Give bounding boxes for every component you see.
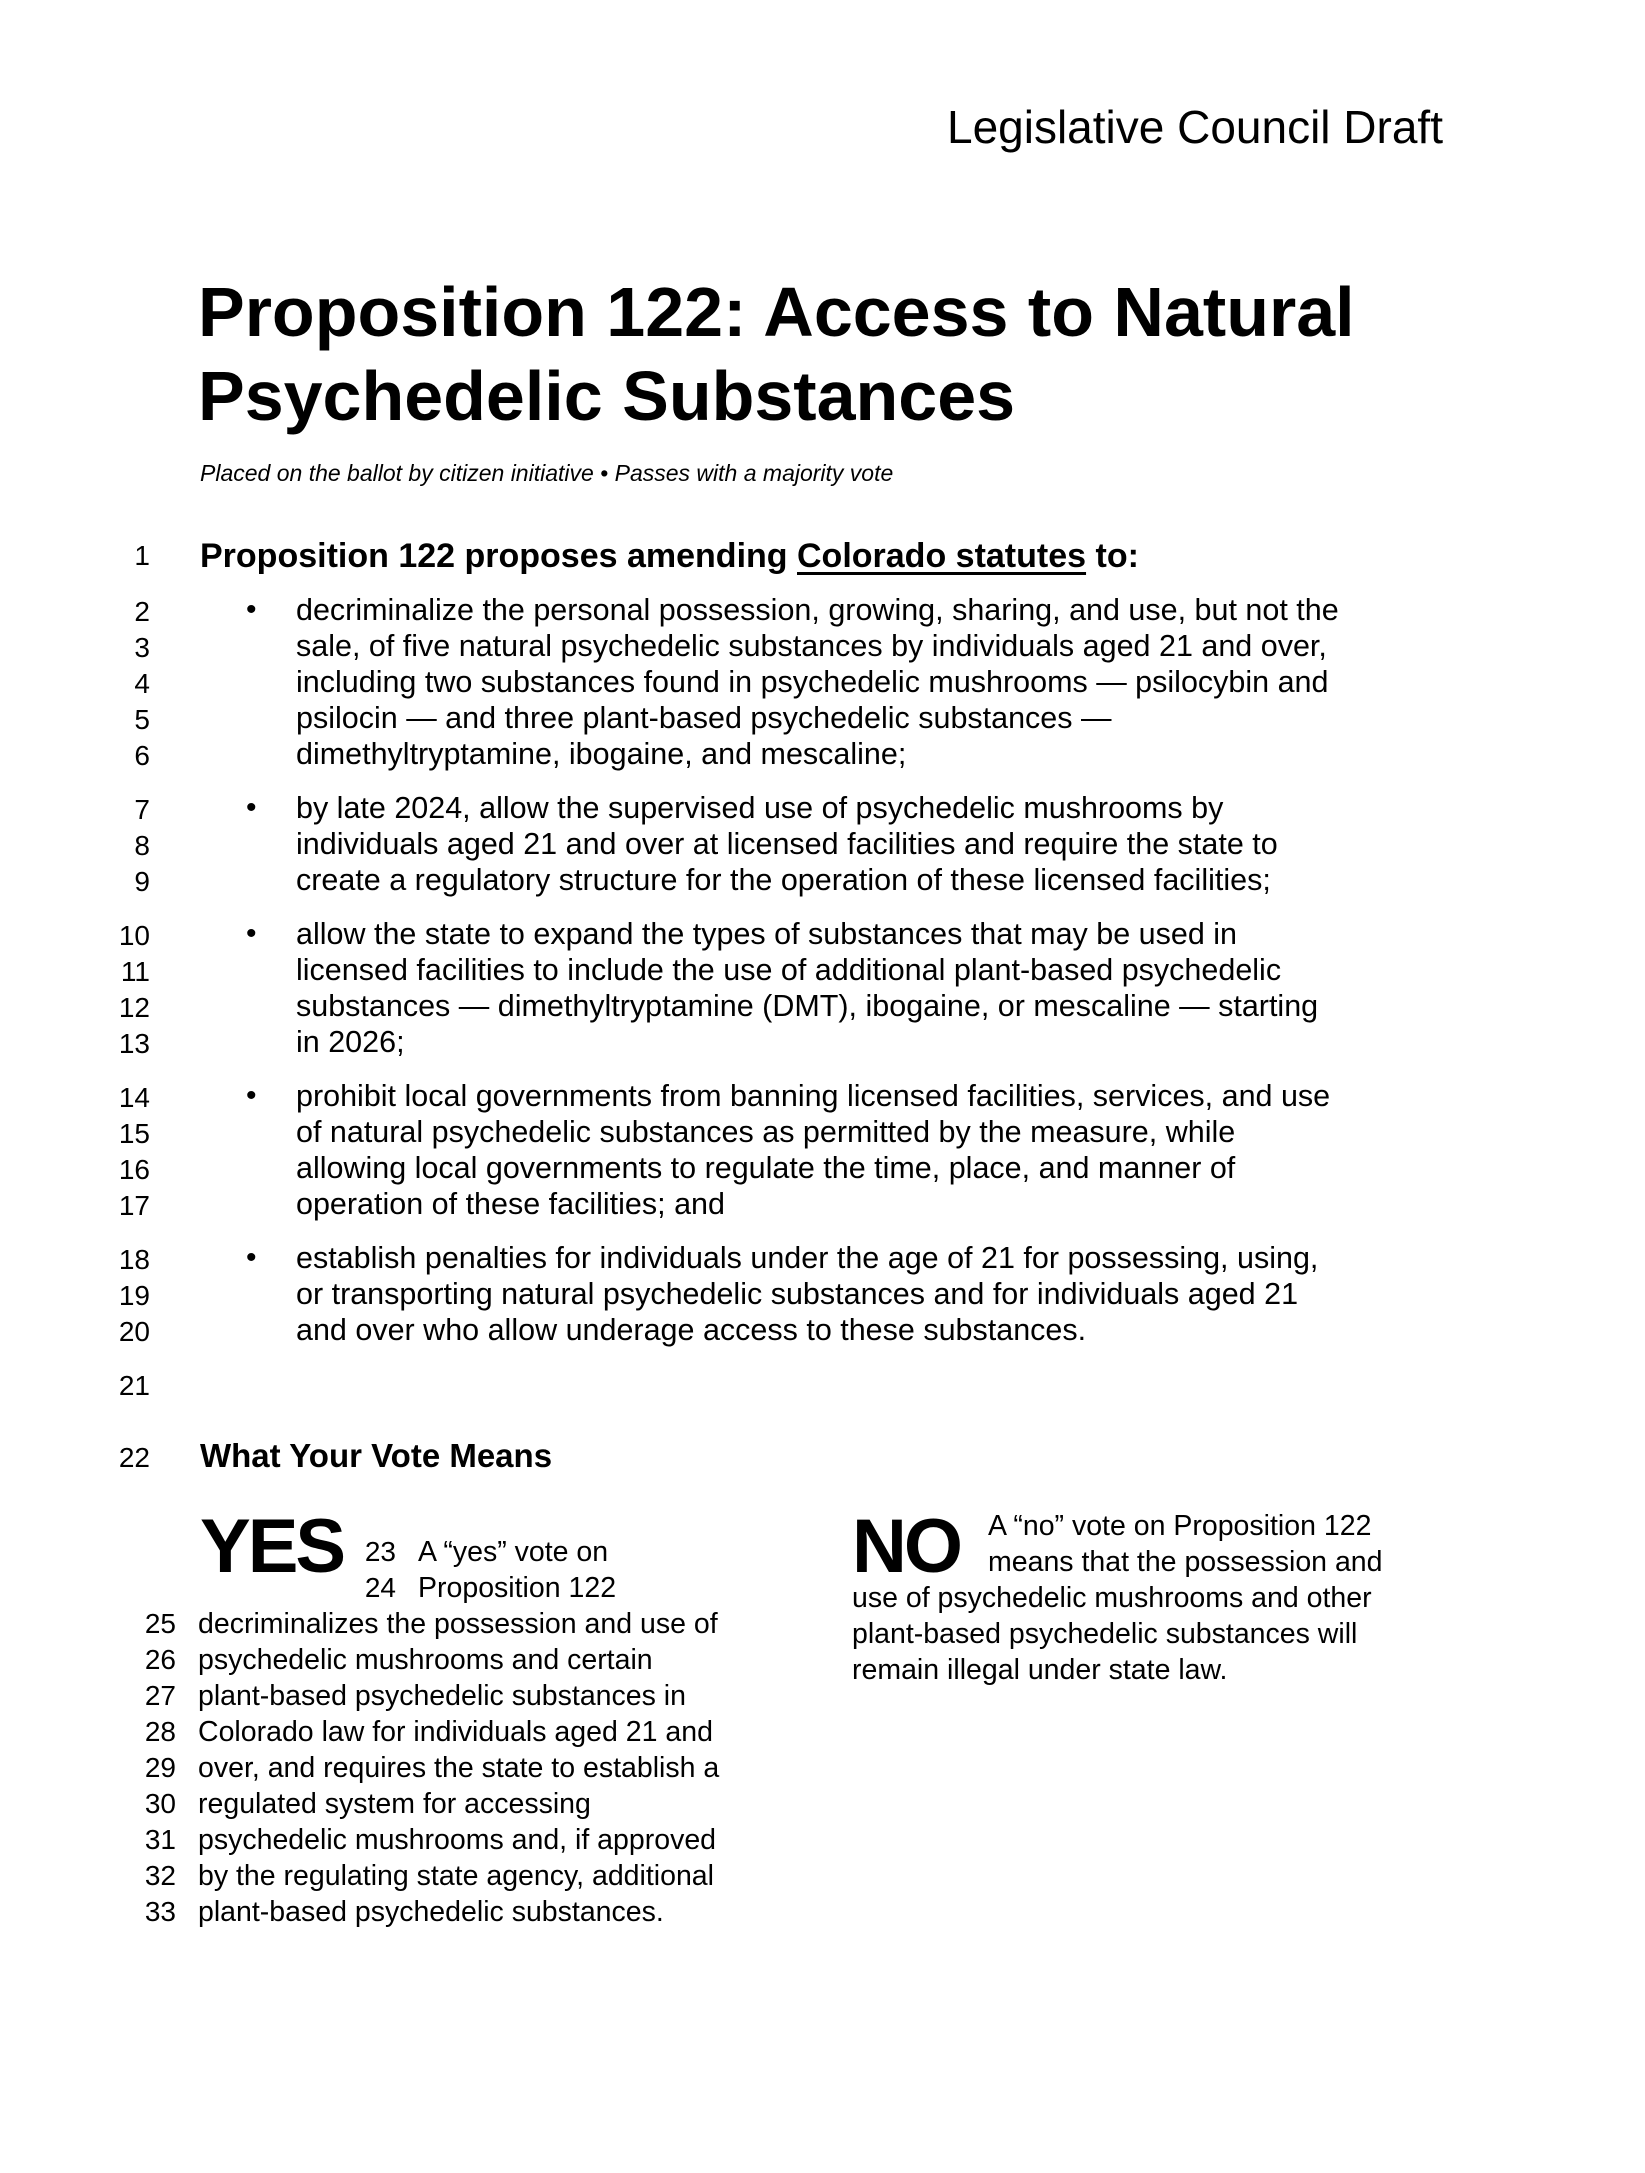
line-number: 18 bbox=[118, 1244, 150, 1275]
line-number: 12 bbox=[118, 992, 150, 1023]
line-number: 30 bbox=[144, 1788, 176, 1819]
line-number: 25 bbox=[144, 1608, 176, 1639]
bullet-line: operation of these facilities; and bbox=[296, 1187, 725, 1221]
title-line-2: Psychedelic Substances bbox=[198, 357, 1016, 435]
bullet-line: decriminalize the personal possession, growing, sharing, and use, but not the bbox=[296, 593, 1339, 627]
bullet-line: dimethyltryptamine, ibogaine, and mescaline; bbox=[296, 737, 907, 771]
lead-prefix: Proposition 122 proposes amending bbox=[200, 537, 797, 575]
line-number: 15 bbox=[118, 1118, 150, 1149]
bullet-line: or transporting natural psychedelic substances and for individuals aged 21 bbox=[296, 1277, 1299, 1311]
bullet-line: establish penalties for individuals under the age of 21 for possessing, using, bbox=[296, 1241, 1319, 1275]
no-line: use of psychedelic mushrooms and other bbox=[852, 1582, 1372, 1614]
bullet-line: including two substances found in psychedelic mushrooms — psilocybin and bbox=[296, 665, 1329, 699]
line-number: 26 bbox=[144, 1644, 176, 1675]
line-number: 17 bbox=[118, 1190, 150, 1221]
line-number: 4 bbox=[134, 668, 150, 699]
line-number: 3 bbox=[134, 632, 150, 663]
title-line-1: Proposition 122: Access to Natural bbox=[198, 273, 1355, 351]
bullet-dot-icon: • bbox=[246, 917, 257, 950]
bullet-line: licensed facilities to include the use of additional plant-based psychedelic bbox=[296, 953, 1282, 987]
yes-body-line: regulated system for accessing bbox=[198, 1788, 591, 1820]
bullet-line: individuals aged 21 and over at licensed facilities and require the state to bbox=[296, 827, 1278, 861]
yes-head-line: A “yes” vote on bbox=[418, 1536, 609, 1568]
bullet-line: allow the state to expand the types of substances that may be used in bbox=[296, 917, 1238, 951]
bullet-dot-icon: • bbox=[246, 593, 257, 626]
yes-label: YES bbox=[200, 1504, 344, 1589]
yes-body-line: by the regulating state agency, additional bbox=[198, 1860, 714, 1892]
bullet-dot-icon: • bbox=[246, 791, 257, 824]
line-number: 2 bbox=[134, 596, 150, 627]
bullet-line: substances — dimethyltryptamine (DMT), ibogaine, or mescaline — starting bbox=[296, 989, 1319, 1023]
bullet-line: prohibit local governments from banning licensed facilities, services, and use bbox=[296, 1079, 1331, 1113]
line-number: 27 bbox=[144, 1680, 176, 1711]
line-number: 8 bbox=[134, 830, 150, 861]
no-label: NO bbox=[852, 1504, 960, 1589]
yes-head-line: Proposition 122 bbox=[418, 1572, 617, 1604]
yes-body-line: psychedelic mushrooms and, if approved bbox=[198, 1824, 717, 1856]
no-line: plant-based psychedelic substances will bbox=[852, 1618, 1358, 1650]
bullet-dot-icon: • bbox=[246, 1079, 257, 1112]
yes-body-line: decriminalizes the possession and use of bbox=[198, 1608, 718, 1640]
no-line: remain illegal under state law. bbox=[852, 1654, 1228, 1686]
lead-sentence bbox=[200, 536, 1139, 576]
no-line: A “no” vote on Proposition 122 bbox=[988, 1510, 1372, 1542]
bullet-line: create a regulatory structure for the operation of these licensed facilities; bbox=[296, 863, 1271, 897]
yes-description bbox=[198, 1606, 798, 1930]
line-number: 23 bbox=[364, 1536, 396, 1567]
bullet-line: by late 2024, allow the supervised use of psychedelic mushrooms by bbox=[296, 791, 1224, 825]
yes-body-line: over, and requires the state to establish a bbox=[198, 1752, 720, 1784]
line-number: 6 bbox=[134, 740, 150, 771]
line-number: 16 bbox=[118, 1154, 150, 1185]
line-number: 31 bbox=[144, 1824, 176, 1855]
line-number: 14 bbox=[118, 1082, 150, 1113]
page-title bbox=[198, 270, 1448, 438]
line-number: 13 bbox=[118, 1028, 150, 1059]
ballot-subtitle: Placed on the ballot by citizen initiative • Passes with a majority vote bbox=[200, 460, 894, 486]
line-number: 21 bbox=[118, 1370, 150, 1401]
line-number: 20 bbox=[118, 1316, 150, 1347]
bullet-dot-icon: • bbox=[246, 1241, 257, 1274]
line-number: 28 bbox=[144, 1716, 176, 1747]
yes-body-line: Colorado law for individuals aged 21 and bbox=[198, 1716, 713, 1748]
line-number: 22 bbox=[118, 1442, 150, 1473]
no-description bbox=[852, 1508, 1412, 1688]
line-number: 1 bbox=[134, 540, 150, 571]
line-number: 7 bbox=[134, 794, 150, 825]
line-number: 33 bbox=[144, 1896, 176, 1927]
bullet-line: allowing local governments to regulate the time, place, and manner of bbox=[296, 1151, 1236, 1185]
vote-section-heading: What Your Vote Means bbox=[200, 1437, 553, 1474]
bullet-line: in 2026; bbox=[296, 1025, 405, 1059]
bullet-line: sale, of five natural psychedelic substances by individuals aged 21 and over, bbox=[296, 629, 1327, 663]
line-number: 5 bbox=[134, 704, 150, 735]
line-number: 24 bbox=[364, 1572, 396, 1603]
bullet-line: psilocin — and three plant-based psychedelic substances — bbox=[296, 701, 1112, 735]
line-number: 19 bbox=[118, 1280, 150, 1311]
line-number: 11 bbox=[120, 956, 150, 987]
bullet-line: of natural psychedelic substances as permitted by the measure, while bbox=[296, 1115, 1236, 1149]
yes-body-line: plant-based psychedelic substances in bbox=[198, 1680, 686, 1712]
line-number: 29 bbox=[144, 1752, 176, 1783]
no-line: means that the possession and bbox=[988, 1546, 1383, 1578]
line-number: 10 bbox=[118, 920, 150, 951]
yes-body-line: plant-based psychedelic substances. bbox=[198, 1896, 664, 1928]
line-number: 32 bbox=[144, 1860, 176, 1891]
draft-label: Legislative Council Draft bbox=[946, 101, 1443, 153]
line-number: 9 bbox=[134, 866, 150, 897]
yes-body-line: psychedelic mushrooms and certain bbox=[198, 1644, 653, 1676]
colorado-statutes-link[interactable]: Colorado statutes bbox=[797, 537, 1087, 575]
lead-suffix: to: bbox=[1086, 537, 1139, 575]
bullet-line: and over who allow underage access to these substances. bbox=[296, 1313, 1087, 1347]
